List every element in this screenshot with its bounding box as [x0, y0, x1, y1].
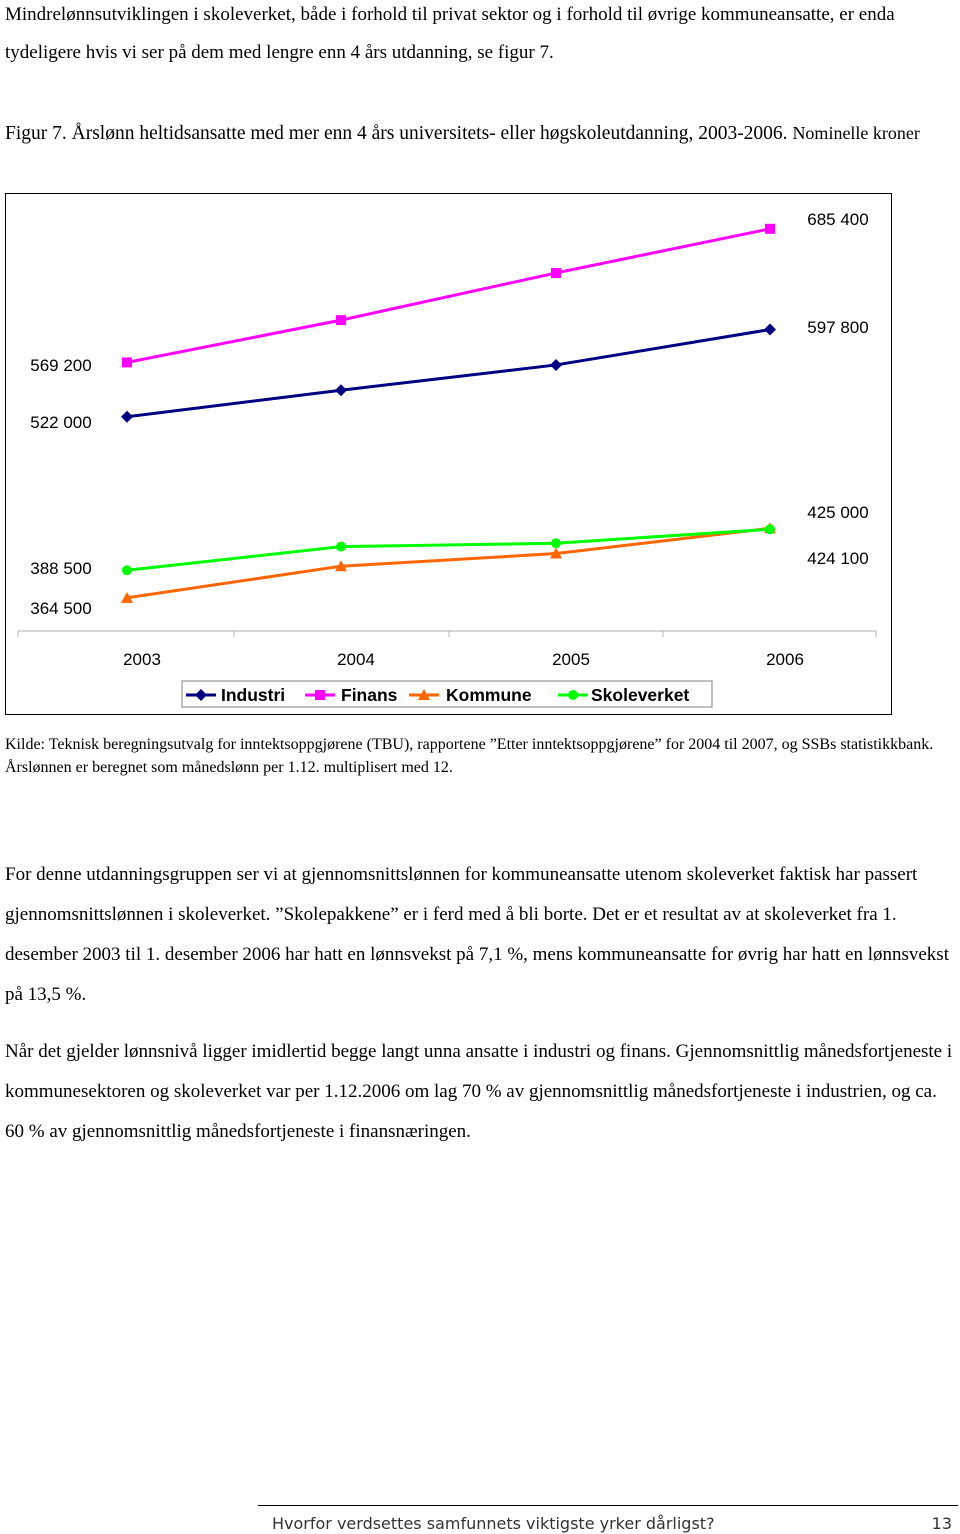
- chart-canvas: [6, 194, 893, 716]
- legend-label: Finans: [341, 685, 398, 705]
- square-marker: [315, 690, 325, 700]
- method-note: Årslønnen er beregnet som månedslønn per 1.12. multiplisert med 12.: [5, 759, 453, 776]
- circle-marker: [122, 565, 132, 575]
- x-tick-labels: [123, 650, 804, 669]
- diamond-marker: [335, 384, 347, 396]
- diamond-marker: [764, 324, 776, 336]
- source-line: Kilde: Teknisk beregningsutvalg for inntektsoppgjørene (TBU), rapportene ”Etter inntektsoppgjørene” for 2004 til 2007, og SSBs statistikkbank.: [5, 736, 934, 753]
- square-marker: [551, 268, 561, 278]
- circle-marker: [336, 542, 346, 552]
- x-tick-label: 2006: [766, 650, 804, 669]
- start-value-label: 388 500: [30, 559, 92, 578]
- legend-label: Kommune: [446, 685, 532, 705]
- page-number: 13: [931, 1514, 952, 1533]
- figure-caption-unit: Nominelle kroner: [792, 123, 920, 143]
- circle-marker: [568, 690, 578, 700]
- legend-label: Skoleverket: [591, 685, 690, 705]
- figure-caption-title: Figur 7. Årslønn heltidsansatte med mer enn 4 års universitets- eller høgskoleutdanning, 2003-2006.: [5, 123, 788, 144]
- diamond-marker: [121, 411, 133, 423]
- start-value-label: 569 200: [30, 356, 92, 375]
- series-line-skoleverket: [127, 529, 770, 570]
- x-tick-label: 2003: [123, 650, 161, 669]
- x-tick-label: 2005: [552, 650, 590, 669]
- salary-line-chart: [5, 193, 892, 715]
- diamond-marker: [550, 359, 562, 371]
- figure-caption: [5, 113, 955, 154]
- series-line-finans: [127, 229, 770, 363]
- chart-legend: [182, 681, 712, 707]
- intro-paragraph: Mindrelønnsutviklingen i skoleverket, både i forhold til privat sektor og i forhold til øvrige kommuneansatte, er enda tydeligere hvis vi ser på dem med lengre enn 4 års utdanning, se figur 7.: [5, 4, 895, 63]
- square-marker: [765, 224, 775, 234]
- footer-title: Hvorfor verdsettes samfunnets viktigste yrker dårligst?: [272, 1514, 715, 1533]
- circle-marker: [765, 524, 775, 534]
- body-paragraph-2: Når det gjelder lønnsnivå ligger imidlertid begge langt unna ansatte i industri og finans. Gjennomsnittlig månedsfortjeneste i kommunesektoren og skoleverket var per 1.12.2006 om lag 70 % av gjennomsnittlig månedsfortjeneste i industrien, og ca. 60 % av gjennomsnittlig månedsfortjeneste i finansnæringen.: [5, 1041, 953, 1142]
- end-value-label: 425 000: [807, 503, 869, 522]
- circle-marker: [551, 538, 561, 548]
- figure-source-note: [5, 733, 955, 779]
- legend-label: Industri: [221, 685, 286, 705]
- x-axis: [18, 631, 876, 637]
- end-value-label: 685 400: [807, 210, 869, 229]
- series-line-kommune: [127, 528, 770, 598]
- x-tick-label: 2004: [337, 650, 375, 669]
- square-marker: [336, 315, 346, 325]
- series-lines: [121, 224, 776, 603]
- body-paragraph-1: For denne utdanningsgruppen ser vi at gjennomsnittslønnen for kommuneansatte utenom skoleverket faktisk har passert gjennomsnittslønnen i skoleverket. ”Skolepakkene” er i ferd med å bli borte. Det er et resultat av at skoleverket fra 1. desember 2003 til 1. desember 2006 har hatt en lønnsvekst på 7,1 %, mens kommuneansatte for øvrig har hatt en lønnsvekst på 13,5 %.: [5, 864, 949, 1005]
- start-value-label: 522 000: [30, 413, 92, 432]
- footer-divider: [258, 1505, 958, 1506]
- end-value-label: 424 100: [807, 549, 869, 568]
- start-value-label: 364 500: [30, 599, 92, 618]
- square-marker: [122, 357, 132, 367]
- end-value-label: 597 800: [807, 318, 869, 337]
